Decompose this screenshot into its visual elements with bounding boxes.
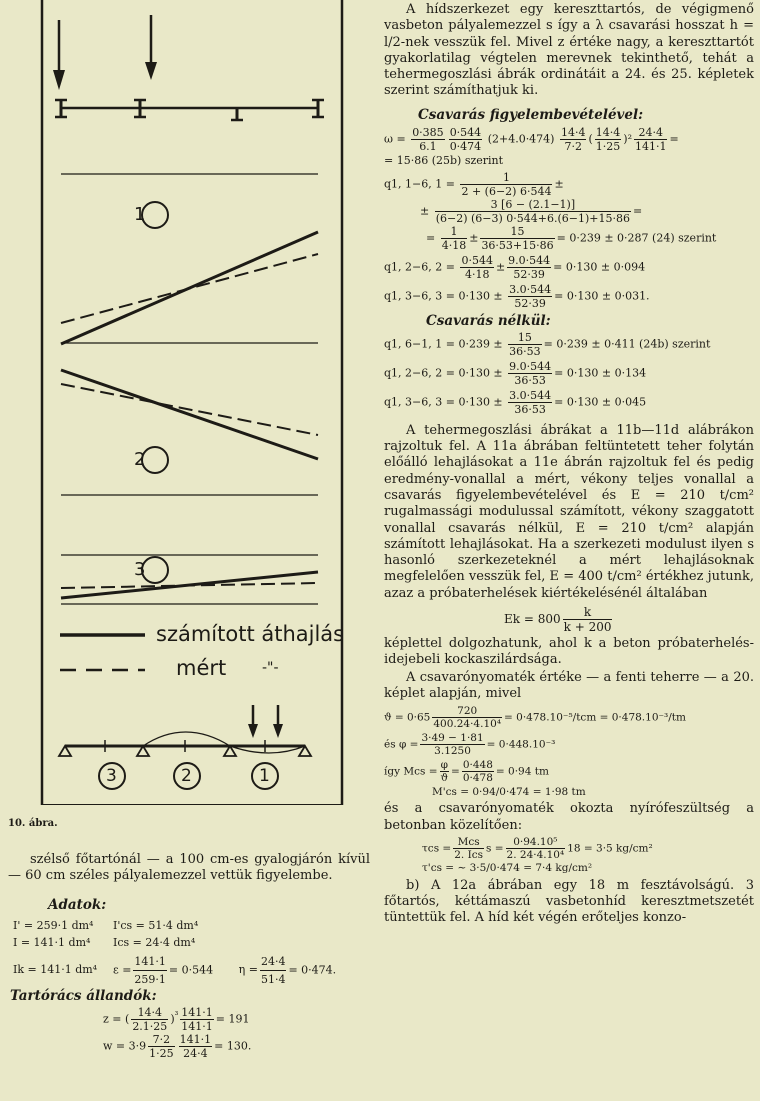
frac-num: 3.0·544 (509, 282, 552, 296)
region-circle-1 (142, 202, 168, 228)
frac-den: 1·25 (595, 139, 621, 153)
paragraph: szélső főtartónál — a 100 cm-es gyalogjárón kívül — 60 cm széles pályalemezzel vettük figyelembe. (8, 852, 370, 884)
eq-term: (2+4.0·474) (487, 132, 555, 146)
frac-den: 0·478 (462, 772, 493, 785)
frac-den: 7·2 (564, 139, 582, 153)
frac-num: 1 (441, 225, 468, 239)
beam-label-3: 3 (106, 766, 117, 786)
eq-lhs: q1, 2−6, 2 = 0·130 ± (384, 366, 503, 380)
frac-den: 400.24·4.10⁴ (433, 718, 502, 731)
frac-num: 0·544 (449, 125, 482, 139)
frac-den: 51·4 (260, 972, 286, 986)
paragraph: és a csavarónyomaték okozta nyírófeszültség a betonban közelítően: (384, 801, 754, 833)
frac-den: 141·1 (634, 139, 667, 153)
region-label-1: 1 (134, 204, 146, 225)
data-row: = 0·544 (168, 963, 214, 977)
diagram-2 (61, 370, 318, 495)
frac-num: 14·4 (595, 125, 621, 139)
frac-den: 24·4 (183, 1046, 208, 1060)
frac-num: 1 (460, 171, 552, 185)
frac-den: 36·53+15·86 (481, 238, 554, 252)
eq-result: = 0·239 ± 0·287 (24) szerint (556, 231, 717, 245)
adatok-heading: Adatok: (48, 896, 107, 913)
eq-result: 18 = 3·5 kg/cm² (567, 842, 653, 855)
frac-den: 1·25 (149, 1046, 174, 1060)
frac-den: 259·1 (134, 972, 166, 986)
eq-lhs: ϑ = 0·65 (384, 711, 431, 724)
eq-lhs: τcs = (422, 842, 452, 855)
figure-caption: 10. ábra. (8, 818, 58, 829)
frac-num: 0·94.10⁵ (506, 836, 566, 849)
load-arrow-icon (145, 15, 157, 80)
eq-lhs: w = 3·9 (103, 1039, 147, 1053)
eq-sign: ± (495, 260, 506, 274)
frac-den: 2. Ics (454, 848, 483, 861)
load-arrow-icon (248, 705, 258, 738)
region-circle-2 (142, 447, 168, 473)
data-row: ε = (113, 963, 132, 977)
frac-num: 9.0·544 (508, 253, 551, 267)
region-label-2: 2 (134, 449, 146, 470)
eq-lhs: ω = (384, 132, 406, 146)
frac-num: 7·2 (148, 1033, 175, 1047)
legend-ditto: -"- (262, 660, 279, 676)
eq-result: = 0·94 tm (495, 765, 549, 778)
frac-num: 720 (432, 705, 502, 718)
frac-den: k + 200 (563, 620, 612, 635)
frac-num: 3.0·544 (509, 388, 552, 402)
frac-den: (6−2) (6−3) 0·544+6.(6−1)+15·86 (435, 211, 631, 225)
data-row: = 0·474. (288, 963, 337, 977)
intro-paragraph: A hídszerkezet egy kereszttartós, de végigmenő vasbeton pályalemezzel s így a λ csavarási hosszat h = l/2-nek vesszük fel. Mivel z értéke nagy, a kereszttartót gyakorlatilag végtelen merevnek tekinthető, tehát a tehermegoszlási ábrák ordinátáit a 24. és 25. képletek szerint számíthatjuk ki. (384, 2, 754, 99)
data-row: Ik = 141·1 dm⁴ (13, 963, 98, 977)
frac-den: 4·18 (464, 267, 490, 281)
eq-sign: = (633, 204, 643, 218)
eq-term: s = (486, 842, 504, 855)
eq-lhs: q1, 2−6, 2 = (384, 260, 455, 274)
eq-sign: ± (469, 231, 479, 245)
data-row: η = (238, 963, 258, 977)
data-row: I' = 259·1 dm⁴ (13, 918, 94, 932)
eq-result: = 0·130 ± 0·094 (553, 260, 646, 274)
beam-label-2: 2 (181, 766, 192, 786)
heading-without-torsion: Csavarás nélkül: (426, 312, 551, 329)
frac-den: 2.1·25 (132, 1019, 168, 1033)
frac-den: 2 + (6−2) 6·544 (461, 184, 552, 198)
eq-result: = 0·478.10⁻⁵/tcm = 0·478.10⁻³/tm (504, 711, 686, 724)
continuous-beam (59, 732, 311, 756)
frac-num: φ (440, 759, 448, 772)
eq-sign: ± (420, 204, 430, 218)
region-circle-3 (142, 557, 168, 583)
frac-den: 141·1 (181, 1019, 213, 1033)
legend-dashed-label: mért (176, 656, 227, 680)
paragraph: b) A 12a ábrában egy 18 m fesztávolságú. 3 főtartós, kéttámaszú vasbetonhíd keresztmetszetét tüntettük fel. A híd két végén erőteljes konzo- (384, 877, 754, 926)
legend-solid-label: számított áthajlás (156, 622, 345, 646)
eq-lhs: és φ = (384, 738, 419, 751)
frac-num: 141·1 (179, 1032, 212, 1046)
eq-result: = 0·239 ± 0·411 (24b) szerint (543, 337, 711, 351)
paragraph: A csavarónyomaték értéke — a fenti teherre — a 20. képlet alapján, mivel (384, 669, 754, 701)
cross-beam (55, 100, 324, 120)
right-column: A hídszerkezet egy kereszttartós, de végigmenő vasbeton pályalemezzel s így a λ csavarási hosszat h = l/2-nek vesszük fel. Mivel z értéke nagy, a kereszttartót gyakorlatilag végtelen merevnek tekinthető, tehát a tehermegoszlási ábrák ordinátáit a 24. és 25. képletek szerint számíthatjuk ki. Csavarás figyelembevételével: ω = $\frac{0\cdot 385}{6.1}$ $\frac{0\cdot 544}{0\cdot 474}$ (2+4.0·474) $\frac{14\cdot 4}{7\cdot 2}$ ( $\frac{14\cdot 4}{1\cdot 25}$ )² $\frac{24\cdot 4}{141\cdot 1}$ = = 15·86 (25b) szerint q1, 1−6, 1 = $\frac{1}{2 + (6-2) 6\cdot 544}$ ± ± $\frac{3 [6 - (2.1-1)]}{(6-2) (6-3) 0\cdot 544+6.(6-1)+15\cdot 86}$ = = $\frac{1}{4\cdot 18}$ ± $\frac{15}{36\cdot 53+15\cdot 86}$ = 0·239 ± 0·287 (24) szerint q1, 2−6, 2 = $\frac{0\cdot 544}{4\cdot 18}$ ± $\frac{9.0\cdot 544}{52\cdot 39}$ = 0·130 ± 0·094 q1, 3−6, 3 = 0·130 ± $\frac{3.0\cdot 544}{52\cdot 39}$ = 0·130 ± 0·031. Csavarás nélkül: q1, 6−1, 1 = 0·239 ± $\frac{15}{36\cdot 53}$ = 0·239 ± 0·411 (24b) szerint q1, 2−6, 2 = 0·130 ± $\frac{9.0\cdot 544}{36\cdot 53}$ = 0·130 ± 0·134 q1, 3−6, 3 = 0·130 ± $\frac{3.0\cdot 544}{36\cdot 53}$ = 0·130 ± 0·045 A tehermegoszlási ábrákat a 11b—11d alábrákon rajzoltuk fel. A 11a ábrában feltüntetett teher folytán előálló lehajlásokat a 11e ábrán rajzoltuk fel és pedig eredmény-vonallal a mért, vékony teljes vonallal a csavarás figyelembevételével és E = 210 t/cm² rugalmassági modulussal számított, vékony szaggatott vonallal csavarás nélkül, E = 210 t/cm² alapján számított lehajlásokat. Ha a szerkezeti modulust ilyen s hasonló szerkezeteknél a mért lehajlásoknak megfelelően vesszük fel, E = 400 t/cm² értékhez jutunk, azaz a próbaterhelések kiértékelésénél általában Ek = 800 $\frac{k}{k + 200}$ képlettel dolgozhatunk, ahol k a beton próbaterhelés-idejebeli kockaszilárdsága. A csavarónyomaték értéke — a fenti teherre — a 20. képlet alapján, mivel ϑ = 0·65 $\frac{720}{\text{400.24·4.10⁴}}$ = 0·478.10⁻⁵/tcm = 0·478.10⁻³/tm és φ = $\frac{3\cdot 49 - 1\cdot 81}{3.1250}$ = 0·448.10⁻³ így Mcs = $\frac{\varphi}{ϑ}$ = $\frac{0\cdot 448}{0\cdot 478}$ = 0·94 tm M'cs = 0·94/0·474 = 1·98 tm és a csavarónyomaték okozta nyírófeszültség a betonban közelítően: τcs = Mcs 2. Ics s = $\frac{\text{0·94.10⁵}}{\text{2. 24·4.10⁴}}$ 18 = 3·5 kg/cm² τ'cs = ∼ 3·5/0·474 = 7·4 kg/cm² b) A 12a ábrában egy 18 m fesztávolságú. 3 főtartós, kéttámaszú vasbetonhíd keresztmetszetét tüntettük fel. A híd két végén erőteljes konzo- (384, 2, 754, 926)
exponent: ³ (174, 1009, 179, 1021)
frac-num: 15 (508, 331, 542, 345)
eq-sign: = (426, 231, 436, 245)
frac-num: 15 (480, 225, 554, 239)
left-column-bottom: szélső főtartónál — a 100 cm-es gyalogjárón kívül — 60 cm széles pályalemezzel vettük figyelembe. Adatok: I' = 259·1 dm⁴ I'cs = 51·4 dm⁴ I = 141·1 dm⁴ Ics = 24·4 dm⁴ Ik = 141·1 dm⁴ ε = $\frac{141\cdot 1}{259\cdot 1}$ = 0·544 η = $\frac{24\cdot 4}{51\cdot 4}$ = 0·474. Tartórács állandók: z = ( $\frac{14\cdot 4}{2.1\cdot 25}$ )$^{^3}$ $\frac{141\cdot 1}{141\cdot 1}$ = 191 w = 3·9 $\frac{7\cdot 2}{1\cdot 25}$ $\frac{141\cdot 1}{24\cdot 4}$ = 130. (8, 852, 370, 1060)
frac-den: 2. 24·4.10⁴ (506, 848, 565, 861)
eq-lhs: z = (103, 1012, 122, 1026)
diagram-3 (61, 555, 318, 604)
frac-num: 0·448 (462, 759, 493, 772)
load-arrow-icon (273, 705, 283, 738)
frac-num: 3 [6 − (2.1−1)] (435, 198, 631, 212)
eq-result: = 130. (214, 1039, 252, 1053)
eq-line: M'cs = 0·94/0·474 = 1·98 tm (432, 786, 586, 799)
data-row: I = 141·1 dm⁴ (13, 935, 91, 949)
data-row: Ics = 24·4 dm⁴ (113, 935, 196, 949)
eq-result: = 191 (215, 1012, 250, 1026)
q1-equation (384, 171, 754, 198)
frac-den: 36·53 (514, 402, 546, 416)
figure-10 (15, 0, 360, 805)
frac-den: 36·53 (509, 344, 541, 358)
allandok-heading: Tartórács állandók: (10, 987, 157, 1004)
paragraph: képlettel dolgozhatunk, ahol k a beton próbaterhelés-idejebeli kockaszilárdsága. (384, 636, 754, 668)
region-label-3: 3 (134, 559, 146, 580)
frac-den: 52·39 (513, 267, 545, 281)
frac-num: Mcs (453, 836, 484, 849)
heading-with-torsion: Csavarás figyelembevételével: (418, 106, 644, 123)
beam-label-1: 1 (259, 766, 270, 786)
eq-sign: ± (554, 177, 564, 191)
eq-lhs: így Mcs = (384, 765, 438, 778)
eq-result: = 0·130 ± 0·045 (554, 395, 647, 409)
frac-num: 9.0·544 (509, 359, 552, 373)
frac-num: 24·4 (260, 953, 287, 971)
eq-line: τ'cs = ∼ 3·5/0·474 = 7·4 kg/cm² (422, 861, 593, 874)
load-arrow-icon (53, 20, 65, 90)
eq-lhs: q1, 1−6, 1 = (384, 177, 455, 191)
frac-num: 3·49 − 1·81 (421, 732, 484, 745)
frac-den: 3.1250 (434, 745, 471, 758)
eq-lhs: Ek = 800 (504, 612, 561, 627)
frac-den: 36·53 (514, 373, 546, 387)
eq-lhs: q1, 3−6, 3 = 0·130 ± (384, 289, 503, 303)
frac-num: 14·4 (560, 125, 586, 139)
eq-result: = 0·448.10⁻³ (486, 738, 556, 751)
diagram-1 (61, 174, 318, 344)
frac-num: 14·4 (131, 1006, 168, 1020)
frac-den: 0·474 (449, 139, 482, 153)
frac-den: 4·18 (441, 238, 467, 252)
data-row: I'cs = 51·4 dm⁴ (113, 918, 199, 932)
frac-den: ϑ (440, 772, 449, 785)
frac-num: 0·544 (461, 253, 493, 267)
paragraph: A tehermegoszlási ábrákat a 11b—11d alábrákon rajzoltuk fel. A 11a ábrában feltüntetett teher folytán előálló lehajlásokat a 11e ábrán rajzoltuk fel és pedig eredmény-vonallal a mért, vékony teljes vonallal a csavarás figyelembevételével és E = 210 t/cm² rugalmassági modulussal számított, vékony szaggatott vonallal csavarás nélkül, E = 210 t/cm² alapján számított lehajlásokat. Ha a szerkezeti modulust ilyen s hasonló szerkezeteknél a mért lehajlásoknak megfelelően vesszük fel, E = 400 t/cm² értékhez jutunk, azaz a próbaterhelések kiértékelésénél általában (384, 422, 754, 601)
eq-sign: = (669, 132, 679, 146)
frac-num: 0·385 (412, 125, 444, 139)
frac-den: 52·39 (514, 296, 546, 310)
frac-num: 24·4 (634, 126, 668, 140)
eq-result: = 15·86 (25b) szerint (384, 153, 504, 167)
frac-num: 141·1 (133, 953, 167, 971)
frac-den: 6.1 (419, 139, 437, 153)
eq-result: = 0·130 ± 0·134 (554, 366, 647, 380)
eq-lhs: q1, 3−6, 3 = 0·130 ± (384, 395, 503, 409)
deflection-diagram (15, 0, 360, 805)
omega-equation: ω = $\frac{0\cdot 385}{6.1}$ $\frac{0\cdot 544}{0\cdot 474}$ (2+4.0·474) $\frac{14\cdot 4}{7\cdot 2}$ ( $\frac{14\cdot 4}{1\cdot 25}$ )² $\frac{24\cdot 4}{141\cdot 1}$ = (384, 125, 679, 153)
eq-result: = 0·130 ± 0·031. (554, 289, 650, 303)
frac-num: 141·1 (181, 1005, 213, 1019)
frac-num: k (563, 605, 613, 620)
eq-lhs: q1, 6−1, 1 = 0·239 ± (384, 337, 503, 351)
